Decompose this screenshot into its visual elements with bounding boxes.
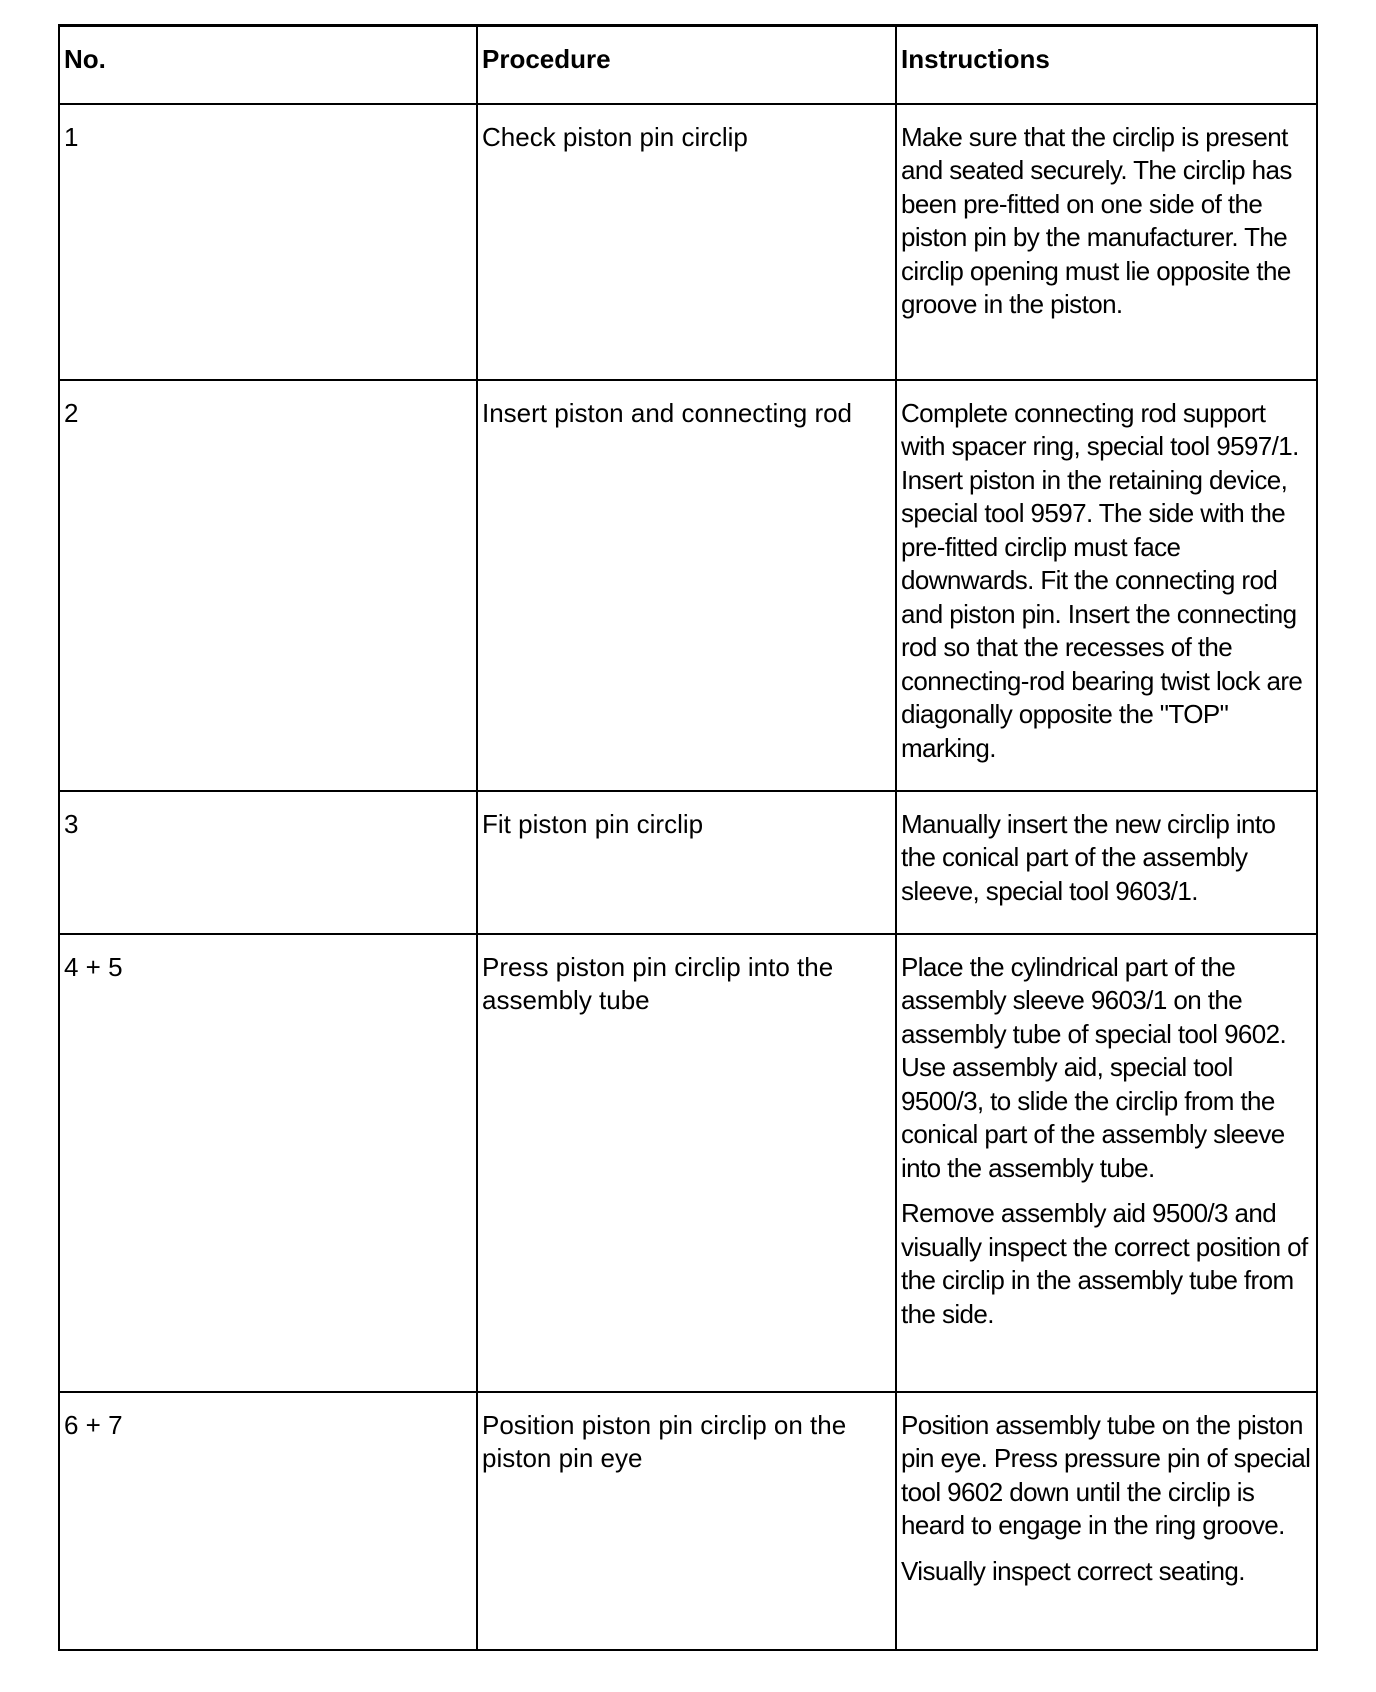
header-instructions: Instructions: [896, 26, 1317, 104]
step-instructions: [896, 1392, 1317, 1650]
instruction-paragraph: Visually inspect correct seating.: [901, 1555, 1245, 1586]
step-procedure: Fit piston pin circlip: [477, 791, 896, 934]
step-number: 4 + 5: [59, 934, 477, 1392]
table-header-row: [59, 26, 1317, 104]
step-number: 3: [59, 791, 477, 934]
step-instructions: [896, 791, 1317, 934]
instruction-paragraph: Position assembly tube on the piston pin eye. Press pressure pin of special tool 9602 down until the circlip is heard to engage in the ring groove.: [901, 1409, 1311, 1540]
instruction-paragraph: Make sure that the circlip is present and seated securely. The circlip has been pre-fitted on one side of the piston pin by the manufacturer. The circlip opening must lie opposite the groove in the piston.: [901, 121, 1292, 319]
step-procedure: Insert piston and connecting rod: [477, 380, 896, 791]
table-row: [59, 791, 1317, 934]
step-number: 1: [59, 104, 477, 380]
step-procedure: Check piston pin circlip: [477, 104, 896, 380]
instruction-paragraph: Remove assembly aid 9500/3 and visually inspect the correct position of the circlip in the assembly tube from the side.: [901, 1198, 1308, 1329]
step-instructions: [896, 380, 1317, 791]
instruction-paragraph: Manually insert the new circlip into the conical part of the assembly sleeve, special tool 9603/1.: [901, 808, 1276, 906]
instruction-paragraph: Place the cylindrical part of the assembly sleeve 9603/1 on the assembly tube of special tool 9602. Use assembly aid, special tool 9500/3, to slide the circlip from the conical part of the assembly sleeve into the assembly tube.: [901, 951, 1287, 1183]
step-instructions: [896, 934, 1317, 1392]
table-row: [59, 934, 1317, 1392]
step-number: 6 + 7: [59, 1392, 477, 1650]
header-no: No.: [59, 26, 477, 104]
table-row: [59, 380, 1317, 791]
step-number: 2: [59, 380, 477, 791]
table-row: [59, 104, 1317, 380]
table-row: [59, 1392, 1317, 1650]
step-procedure: Press piston pin circlip into the assembly tube: [477, 934, 896, 1392]
step-procedure: Position piston pin circlip on the piston pin eye: [477, 1392, 896, 1650]
header-procedure: Procedure: [477, 26, 896, 104]
procedure-table: [58, 24, 1318, 1651]
step-instructions: [896, 104, 1317, 380]
instruction-paragraph: Complete connecting rod support with spacer ring, special tool 9597/1. Insert piston in the retaining device, special tool 9597. The side with the pre-fitted circlip must face downwards. Fit the connecting rod and piston pin. Insert the connecting rod so that the recesses of the connecting-rod bearing twist lock are diagonally opposite the "TOP" marking.: [901, 397, 1303, 763]
